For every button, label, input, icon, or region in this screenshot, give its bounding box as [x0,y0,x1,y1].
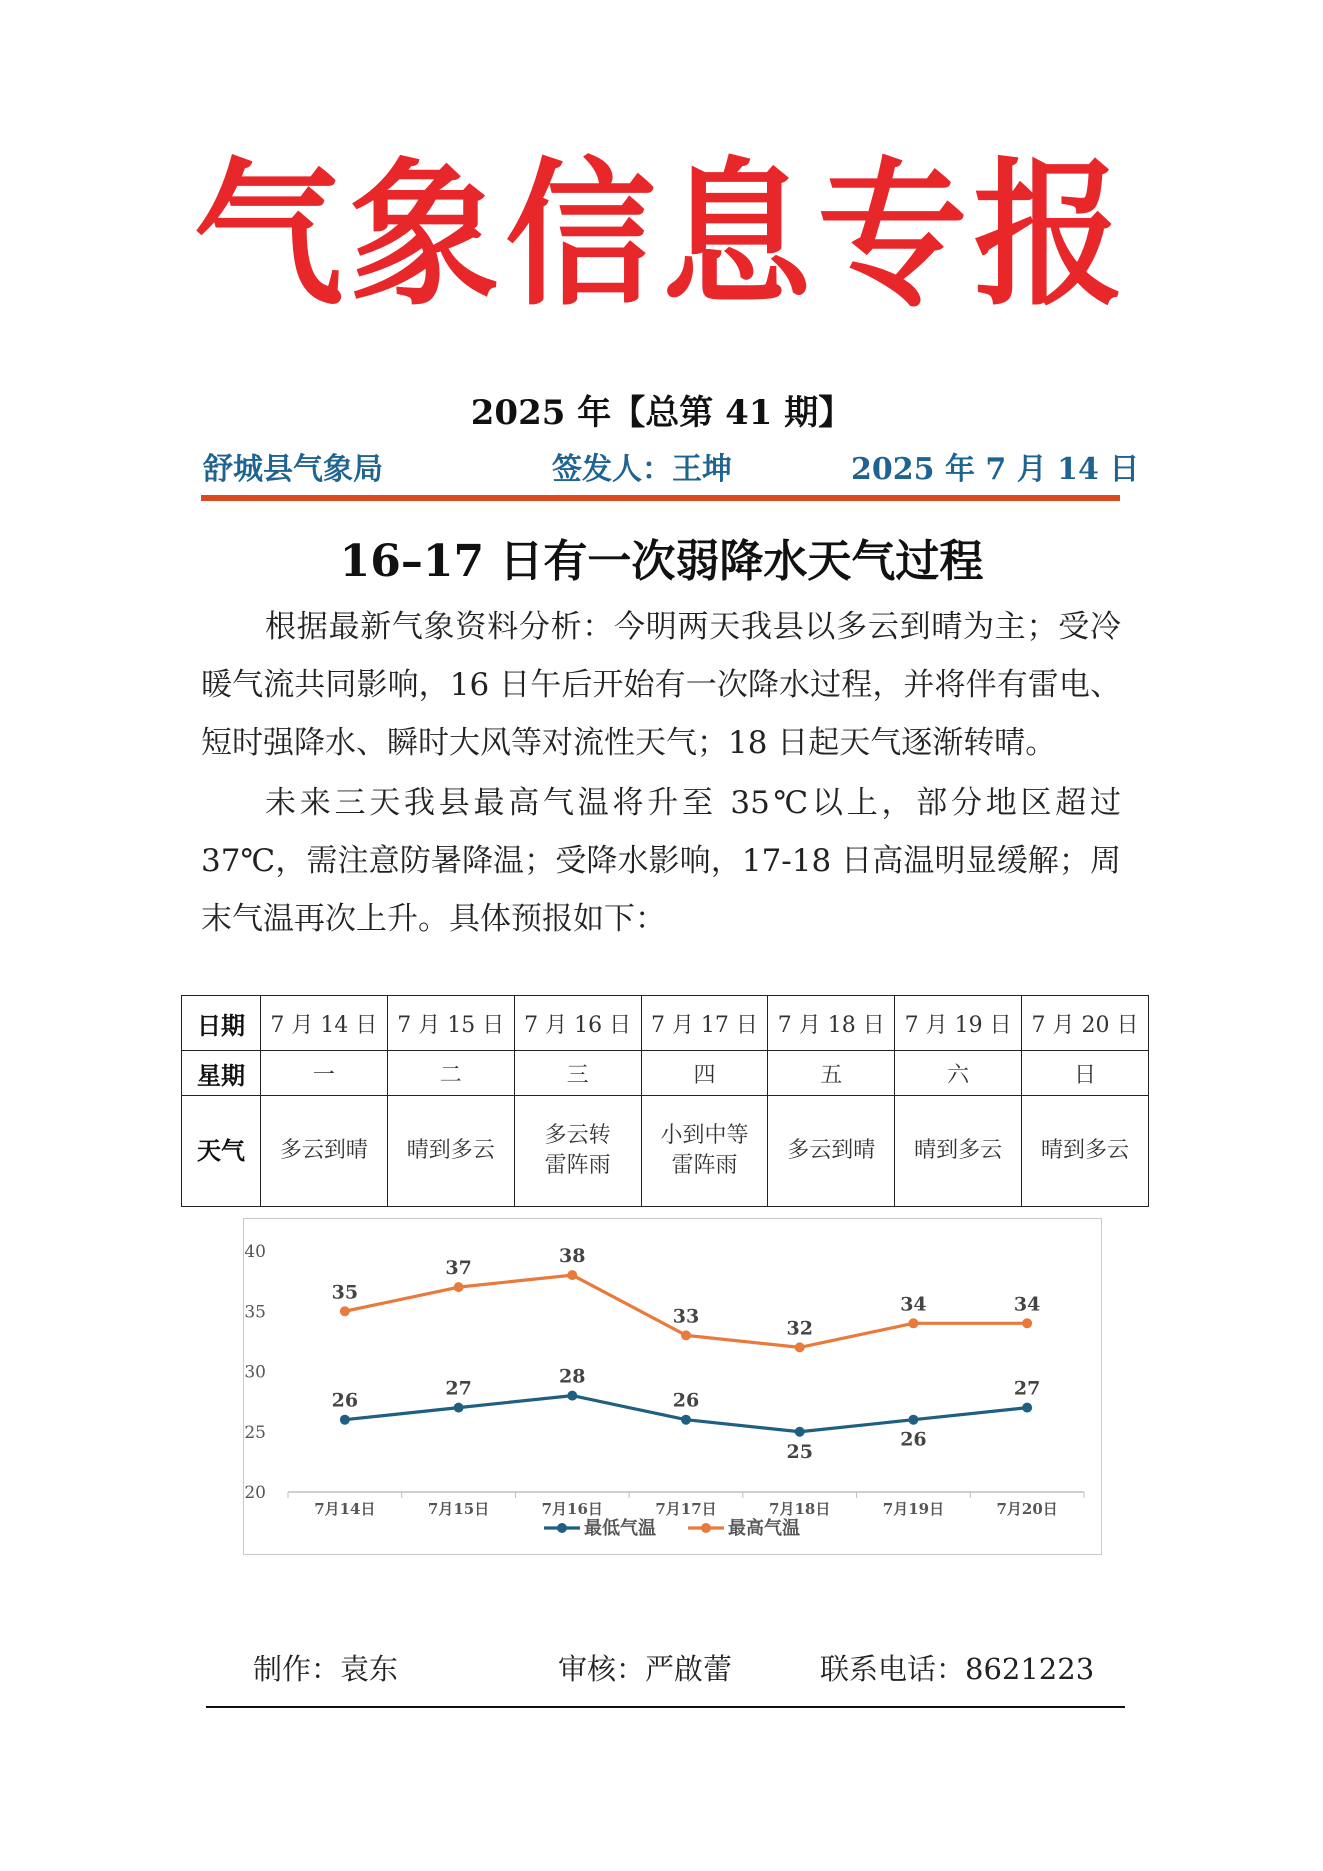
legend-label: 最低气温 [584,1518,656,1539]
data-label: 34 [900,1293,927,1316]
data-point [1022,1403,1032,1413]
row-header-weekday: 星期 [182,1051,261,1096]
issuing-office: 舒城县气象局 [203,452,383,487]
y-tick-label: 25 [244,1422,266,1443]
footer-maker: 制作：袁东 [253,1652,399,1686]
data-label: 26 [331,1389,359,1412]
data-label: 37 [445,1257,472,1280]
data-point [340,1415,350,1425]
y-tick-label: 20 [244,1483,266,1503]
data-point [567,1391,577,1401]
data-label: 27 [445,1377,472,1400]
weekday-cell: 三 [514,1051,641,1096]
date-cell: 7 月 20 日 [1022,996,1149,1051]
data-label: 27 [1013,1377,1041,1400]
weekday-cell: 四 [641,1051,768,1096]
data-point [340,1306,350,1316]
data-label: 25 [786,1440,813,1463]
data-label: 34 [1013,1293,1041,1316]
data-label: 35 [331,1281,359,1304]
data-label: 26 [672,1389,700,1412]
weather-cell [1022,1096,1149,1207]
paragraph-2: 未来三天我县最高气温将升至 35℃以上，部分地区超过 37℃，需注意防暑降温；受降水影响，17-18 日高温明显缓解；周末气温再次上升。具体预报如下： [201,785,1121,937]
date-cell: 7 月 19 日 [895,996,1022,1051]
data-point [795,1427,805,1437]
temperature-chart [243,1218,1102,1555]
data-point [795,1342,805,1352]
date-cell: 7 月 18 日 [768,996,895,1051]
row-header-date: 日期 [182,996,261,1051]
legend-label: 最高气温 [728,1518,800,1539]
footer-divider [206,1706,1125,1708]
data-label: 28 [559,1365,586,1388]
table-row-weekdays [182,1051,1149,1096]
x-tick-label: 7月18日 [769,1500,831,1518]
weather-cell [261,1096,388,1207]
weather-line: 晴到多云 [914,1138,1003,1163]
date-cell: 7 月 15 日 [387,996,514,1051]
table-row-weather [182,1096,1149,1207]
data-label: 38 [559,1245,586,1268]
data-label: 33 [672,1305,700,1328]
y-tick-label: 40 [244,1242,266,1262]
weather-line: 多云转 [544,1123,611,1148]
signer: 签发人：王坤 [552,452,732,487]
weather-cell [895,1096,1022,1207]
weather-line: 小到中等 [660,1123,749,1148]
x-tick-label: 7月19日 [882,1500,945,1518]
weather-cell [514,1096,641,1207]
weather-cell [768,1096,895,1207]
weather-cell [387,1096,514,1207]
data-label: 32 [786,1317,813,1340]
weekday-cell: 二 [387,1051,514,1096]
weekday-cell: 一 [261,1051,388,1096]
weather-cell [641,1096,768,1207]
table-row-dates [182,996,1149,1051]
legend-swatch-marker [701,1523,711,1533]
data-point [681,1415,691,1425]
x-tick-label: 7月16日 [541,1500,603,1518]
x-tick-label: 7月20日 [996,1500,1058,1518]
date-cell: 7 月 17 日 [641,996,768,1051]
data-point [908,1415,918,1425]
weather-line: 雷阵雨 [544,1153,611,1178]
forecast-table [181,995,1149,1207]
footer-reviewer: 审核：严啟蕾 [558,1652,733,1686]
x-tick-label: 7月15日 [427,1500,490,1518]
y-tick-label: 35 [244,1302,266,1323]
data-label: 26 [900,1428,927,1451]
x-tick-label: 7月17日 [655,1500,717,1518]
weekday-cell: 六 [895,1051,1022,1096]
weather-line: 雷阵雨 [671,1153,738,1178]
headline: 16–17 日有一次弱降水天气过程 [339,536,984,587]
data-point [454,1282,464,1292]
data-point [567,1270,577,1280]
weather-line: 多云到晴 [787,1138,876,1163]
legend-swatch-marker [557,1523,567,1533]
weather-line: 晴到多云 [1041,1138,1130,1163]
date-cell: 7 月 14 日 [261,996,388,1051]
header-divider [201,495,1120,501]
y-tick-label: 30 [244,1362,266,1383]
issue-number: 2025 年【总第 41 期】 [470,393,853,433]
weather-line: 多云到晴 [279,1138,368,1163]
weather-line: 晴到多云 [406,1138,495,1163]
footer-phone: 联系电话：8621223 [820,1652,1095,1686]
data-point [681,1330,691,1340]
issue-date: 2025 年 7 月 14 日 [851,452,1140,487]
data-point [1022,1318,1032,1328]
date-cell: 7 月 16 日 [514,996,641,1051]
body-text [201,598,1121,948]
weekday-cell: 五 [768,1051,895,1096]
temperature-chart-svg [244,1219,1101,1554]
row-header-weather: 天气 [182,1096,261,1207]
masthead-title: 气象信息专报 [193,142,1130,328]
paragraph-1: 根据最新气象资料分析：今明两天我县以多云到晴为主；受冷暖气流共同影响，16 日午后开始有一次降水过程，并将伴有雷电、短时强降水、瞬时大风等对流性天气；18 日起天气逐渐转晴。 [201,609,1121,761]
data-point [454,1403,464,1413]
x-tick-label: 7月14日 [314,1500,376,1518]
data-point [908,1318,918,1328]
weekday-cell: 日 [1022,1051,1149,1096]
